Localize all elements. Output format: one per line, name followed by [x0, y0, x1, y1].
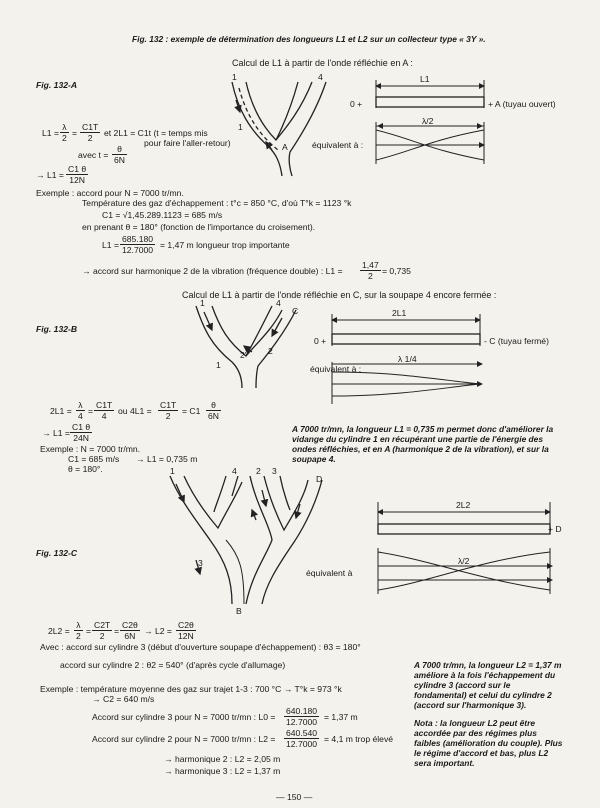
pipe-label-2-prime: 2' — [240, 350, 247, 360]
fraction: $\frac{C1 \theta}{24N}$ — [72, 422, 91, 443]
example-a-5-lhs: L1 = — [102, 240, 119, 250]
example-a-2: Température des gaz d'échappement : t°c = 850 °C, d'où T°k = 1123 °k — [82, 198, 352, 208]
formula-a-avec: avec t = — [78, 150, 109, 160]
formula-a-result-lhs: → L1 = — [36, 170, 64, 180]
example-b-1: Exemple : N = 7000 tr/mn. — [40, 444, 141, 454]
formula-c-avec: Avec : accord sur cylindre 3 (début d'ouverture soupape d'échappement) : θ3 = 180° — [40, 642, 361, 652]
fraction: $\frac{\lambda}{2}$ — [76, 620, 81, 641]
pipe-label-4: 4 — [276, 298, 281, 308]
fig-a-title: Calcul de L1 à partir de l'onde réfléchie en A : — [232, 58, 413, 68]
formula-a-lhs: L1 = — [42, 128, 59, 138]
example-c-4-rhs: = 4,1 m trop élevé — [324, 734, 394, 744]
fraction: $\frac{C1T}{2}$ — [160, 400, 177, 421]
fig-a-label: Fig. 132-A — [36, 80, 78, 90]
pipe-label-A: A — [282, 142, 288, 152]
fraction: $\frac{C2\theta}{6N}$ — [122, 620, 138, 641]
pipe-label-1: 1 — [170, 466, 175, 476]
equivalent-label-c: équivalent à — [306, 568, 353, 578]
pipe-label-3b: 3 — [198, 558, 203, 568]
collector-diagram-a — [232, 82, 326, 176]
two-l2-label: 2L2 — [456, 500, 471, 510]
zero-label-a: 0 + — [350, 99, 363, 109]
pipe-label-1: 1 — [232, 72, 237, 82]
example-c-1: Exemple : température moyenne des gaz sur trajet 1-3 : 700 °C → T°k = 973 °k — [40, 684, 342, 694]
harmonic-3: → harmonique 3 : L2 = 1,37 m — [164, 766, 281, 776]
fig-b-title: Calcul de L1 à partir de l'onde réfléchie en C, sur la soupape 4 encore fermée : — [182, 290, 497, 300]
fig-c-label: Fig. 132-C — [36, 548, 78, 558]
pipe-label-1: 1 — [200, 298, 205, 308]
fraction: $\frac{\lambda}{4}$ — [78, 400, 83, 421]
minus-c-label: - C (tuyau fermé) — [484, 336, 549, 346]
equals: = — [72, 128, 78, 138]
example-c-2: → C2 = 640 m/s — [92, 694, 155, 704]
collector-diagram-c — [170, 476, 322, 604]
collector-diagram-b — [196, 306, 299, 388]
pipe-label-2: 2 — [256, 466, 261, 476]
pipe-label-4: 4 — [318, 72, 323, 82]
fraction: $\frac{640.540}{12.7000}$ — [286, 728, 318, 749]
zero-label-b: 0 + — [314, 336, 327, 346]
example-a-6: → accord sur harmonique 2 de la vibration (fréquence double) : L1 = — [82, 266, 343, 276]
example-b-3: θ = 180°. — [68, 464, 103, 474]
formula-a-rest: et 2L1 = C1t (t = temps mis — [104, 128, 208, 138]
pipe-label-D: D — [316, 474, 323, 484]
formula-c-lhs: 2L2 = — [48, 626, 70, 636]
pipe-label-1b: 1 — [238, 122, 243, 132]
fraction: $\frac{C1 \theta}{12N}$ — [68, 164, 87, 185]
equals: = — [114, 626, 120, 636]
formula-a-rest2: pour faire l'aller-retour) — [144, 138, 231, 148]
fig-b-note: A 7000 tr/mn, la longueur L1 = 0,735 m permet donc d'améliorer la vidange du cylindre 1 en récupérant une partie de l'énergie des ondes réfléchies, et en A (harmonique 2 de la vibration), et sur la soupape 4. — [292, 424, 554, 464]
fraction: $\frac{C2T}{2}$ — [94, 620, 111, 641]
lambda-quarter-label: λ 1/4 — [398, 354, 417, 364]
pipe-label-1b: 1 — [216, 360, 221, 370]
example-c-4-lhs: Accord sur cylindre 2 pour N = 7000 tr/mn : L2 = — [92, 734, 276, 744]
equivalent-label-a: équivalent à : — [312, 140, 364, 150]
example-c-3-rhs: = 1,37 m — [324, 712, 358, 722]
fraction: $\frac{\theta}{6N}$ — [114, 144, 125, 165]
page-number: — 150 — — [276, 792, 313, 802]
example-b-2b: → L1 = 0,735 m — [136, 454, 198, 464]
lambda-half-label-a: λ/2 — [422, 116, 434, 126]
fraction: $\frac{\theta}{6N}$ — [208, 400, 219, 421]
example-c-3-lhs: Accord sur cylindre 3 pour N = 7000 tr/mn : L0 = — [92, 712, 276, 722]
pipe-label-2: 2 — [268, 346, 273, 356]
pipe-label-4: 4 — [232, 466, 237, 476]
example-a-5-rhs: = 1,47 m longueur trop importante — [160, 240, 290, 250]
fraction: $\frac{C2\theta}{12N}$ — [178, 620, 194, 641]
fig-b-label: Fig. 132-B — [36, 324, 78, 334]
example-a-1: Exemple : accord pour N = 7000 tr/mn. — [36, 188, 184, 198]
fraction: $\frac{685.180}{12.7000}$ — [122, 234, 154, 255]
formula-c-accord2: accord sur cylindre 2 : θ2 = 540° (d'après cycle d'allumage) — [60, 660, 286, 670]
pipe-label-3: 3 — [272, 466, 277, 476]
example-a-6-rhs: = 0,735 — [382, 266, 411, 276]
pipe-label-C: C — [292, 306, 299, 316]
plus-d-label: + D — [548, 524, 562, 534]
formula-b-lhs: 2L1 = — [50, 406, 72, 416]
figure-caption: Fig. 132 : exemple de détermination des longueurs L1 et L2 sur un collecteur type « 3Y ». — [132, 34, 486, 44]
example-a-3: C1 = √1,45.289.1123 = 685 m/s — [102, 210, 223, 220]
formula-b-c1: = C1 — [182, 406, 201, 416]
fig-c-nota: Nota : la longueur L2 peut être accordée par des régimes plus faibles (amélioration du couple). Plus le régime d'accord et bas, plus L2 sera important. — [414, 718, 563, 768]
fraction: $\frac{C1T}{4}$ — [96, 400, 113, 421]
formula-b-result: → L1 = — [42, 428, 70, 438]
fraction: $\frac{1,47}{2}$ — [362, 260, 379, 281]
two-l1-label: 2L1 — [392, 308, 407, 318]
fraction: $\frac{C1T}{2}$ — [82, 122, 99, 143]
equals: = — [86, 626, 92, 636]
fraction: $\frac{640.180}{12.7000}$ — [286, 706, 318, 727]
wave-diagram-c — [378, 502, 552, 594]
formula-c-result: → L2 = — [144, 626, 172, 636]
example-a-4: en prenant θ = 180° (fonction de l'importance du croisement). — [82, 222, 316, 232]
equivalent-label-b: équivalent à : — [310, 364, 362, 374]
equals: = — [88, 406, 94, 416]
plus-a-label: + A (tuyau ouvert) — [488, 99, 556, 109]
fig-c-note: A 7000 tr/mn, la longueur L2 = 1,37 m améliore à la fois l'échappement du cylindre 3 (accord sur le fondamental) et celui du cylindre 2 (accord sur l'harmonique 3). — [414, 660, 562, 710]
example-b-2: C1 = 685 m/s — [68, 454, 120, 464]
pipe-label-B: B — [236, 606, 242, 616]
lambda-half-label-c: λ/2 — [458, 556, 470, 566]
fraction: $\frac{\lambda}{2}$ — [62, 122, 67, 143]
harmonic-2: → harmonique 2 : L2 = 2,05 m — [164, 754, 281, 764]
formula-b-ou: ou 4L1 = — [118, 406, 152, 416]
l1-label: L1 — [420, 74, 430, 84]
